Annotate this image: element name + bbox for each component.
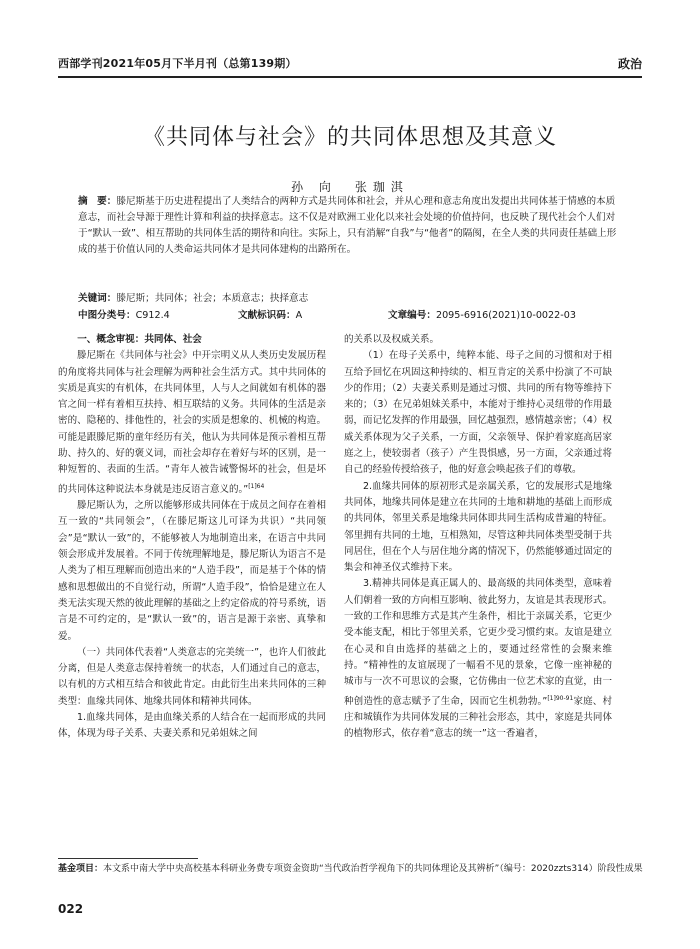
paragraph: 滕尼斯在《共同体与社会》中开宗明义从人类历史发展历程的角度将共同体与社会理解为两种社会生活方式。其中共同体的实质是真实的有机体，在共同体里，人与人之间就如有机体的器官之间一样有着相互扶持、相互联结的义务。共同体的生活是亲密的、隐秘的、排他性的，社会的实质是想象的、机械的构造。可能是跟滕尼斯的童年经历有关，他认为共同体是预示着相互帮助、持久的、好的褒义词，而社会却存在着好与坏的区别，是一种短暂的、表面的生活。“青年人被告诫警惕坏的社会，但是坏的共同体这种说法本身就是违反语言意义的。”$^{[1]64}$ (58, 350, 326, 495)
section-heading: 一、概念审视：共同体、社会 (77, 334, 202, 345)
paragraph: 1.血缘共同体，是由血缘关系的人结合在一起而形成的共同体，体现为母子关系、夫妻关系和兄弟姐妹之间 (58, 711, 326, 740)
funding-note (58, 862, 646, 876)
funding-label: 基金项目： (58, 864, 104, 874)
article-number: 文章编号：2095-6916(2021)10-0022-03 (388, 310, 576, 321)
journal-name: 西部学刊2021年05月下半月刊（总第139期） (58, 57, 297, 70)
keywords-label: 关键词： (78, 293, 117, 304)
paragraph: 2.血缘共同体的原初形式是亲属关系，它的发展形式是地缘共同体，地缘共同体是建立在共同的土地和耕地的基础上而形成的共同体，邻里关系是地缘共同体即共同生活构成普遍的特征。邻里拥有共同的土地，互相熟知，尽管这种共同体类型受制于共同居住，但在个人与居住地分离的情况下，仍然能够通过固定的集会和神圣仪式维持下来。 (344, 480, 612, 574)
article-title: 《共同体与社会》的共同体思想及其意义 (142, 125, 557, 150)
section-name: 政治 (617, 57, 642, 71)
funding-text: 本文系中南大学中央高校基本科研业务费专项资金资助“当代政治哲学视角下的共同体理论及其辨析”（编号：2020zzts314）阶段性成果 (103, 864, 643, 874)
running-header (58, 55, 642, 75)
authors: 孙 向 张珈淇 (291, 180, 409, 194)
citation: [1]90-91 (547, 694, 574, 702)
abstract-label: 摘 要： (78, 196, 117, 207)
abstract (78, 194, 624, 258)
doc-code: 文献标识码：A (238, 310, 303, 321)
paragraph: 3.精神共同体是真正属人的、最高级的共同体类型，意味着人们朝着一致的方向相互影响、彼此努力，友谊是其表现形式。一致的工作和思维方式是其产生条件，相比于亲属关系，它更少受本能支配，相比于邻里关系，它更少受习惯约束。友谊是建立在心灵和自由选择的基础之上的，要通过经常性的会聚来维持。“精神性的友谊展现了一幅看不见的景象，它像一座神秘的城市与一次不可思议的会聚，它仿佛由一位艺术家的直觉，由一种创造性的意志赋予了生命，因而它生机勃勃。”$^{[1]90-91}$家庭、村庄和城镇作为共同体发展的三种社会形态，其中，家庭是共同体的植物形式，依存着“意志的统一”这一香遍者， (344, 578, 612, 740)
clc-number: 中图分类号：C912.4 (78, 310, 170, 321)
article-meta (78, 307, 624, 321)
citation: [1]64 (248, 482, 265, 490)
keywords-text: 滕尼斯；共同体；社会；本质意志；抉择意志 (116, 293, 309, 304)
right-column (344, 332, 612, 743)
left-column (58, 332, 326, 743)
abstract-text: 滕尼斯基于历史进程提出了人类结合的两种方式是共同体和社会，并从心理和意志角度出发提出共同体基于情感的本质意志，而社会导源于理性计算和利益的抉择意志。这不仅是对欧洲工业化以来社会处境的价值持问，也反映了现代社会个人们对于“默认一致”、相互帮助的共同体生活的期待和向往。实际上，只有消解“自我”与“他者”的隔阂，在全人类的共同责任基础上形成的基于价值认同的人类命运共同体才是共同体建构的出路所在。 (78, 196, 617, 255)
paragraph: 滕尼斯认为，之所以能够形成共同体在于成员之间存在着相互一致的“共同领会”，（在滕尼斯这儿可译为共识）“共同领会”是“默认一致”的，不能够被人为地制造出来，在语言中共同领会形成并发展着。不同于传统理解地是，滕尼斯认为语言不是人类为了相互理解而创造出来的“人造手段”，而是基于个体的情感和思想做出的不自觉行动，所谓“人造手段”，恰恰是建立在人类无法实现天然的彼此理解的基础之上约定俗成的符号系统，语言是不可约定的，是“默认一致”的，语言是源于亲密、真挚和爱。 (58, 500, 326, 642)
page-number: 022 (58, 902, 84, 916)
keywords (78, 290, 624, 304)
footnote-rule (58, 858, 198, 859)
paragraph: （1）在母子关系中，纯粹本能、母子之间的习惯和对于相互给予回忆在巩固这种持续的、相互肯定的关系中扮演了不可缺少的作用；（2）夫妻关系则是通过习惯、共同的所有物等维持下来的；（3）在兄弟姐妹关系中，本能对于维持心灵纽带的作用最弱，而记忆发挥的作用最强，回忆越强烈，感情越亲密；（4）权威关系体现为父子关系，一方面，父亲领导、保护着家庭高居家庭之上，使较弱者（孩子）产生畏惧感，另一方面，父亲通过将自己的经验传授给孩子，他的好意会唤起孩子们的尊敬。 (344, 350, 612, 476)
paragraph: （一）共同体代表着“人类意志的完美统一”，也许人们彼此分离，但是人类意志保持着统一的状态，人们通过自己的意志，以有机的方式相互结合和彼此肯定。由此衍生出来共同体的三种类型：血缘共同体、地缘共同体和精神共同体。 (58, 646, 326, 707)
paragraph: 的关系以及权威关系。 (344, 334, 440, 345)
header-rule (58, 76, 642, 78)
